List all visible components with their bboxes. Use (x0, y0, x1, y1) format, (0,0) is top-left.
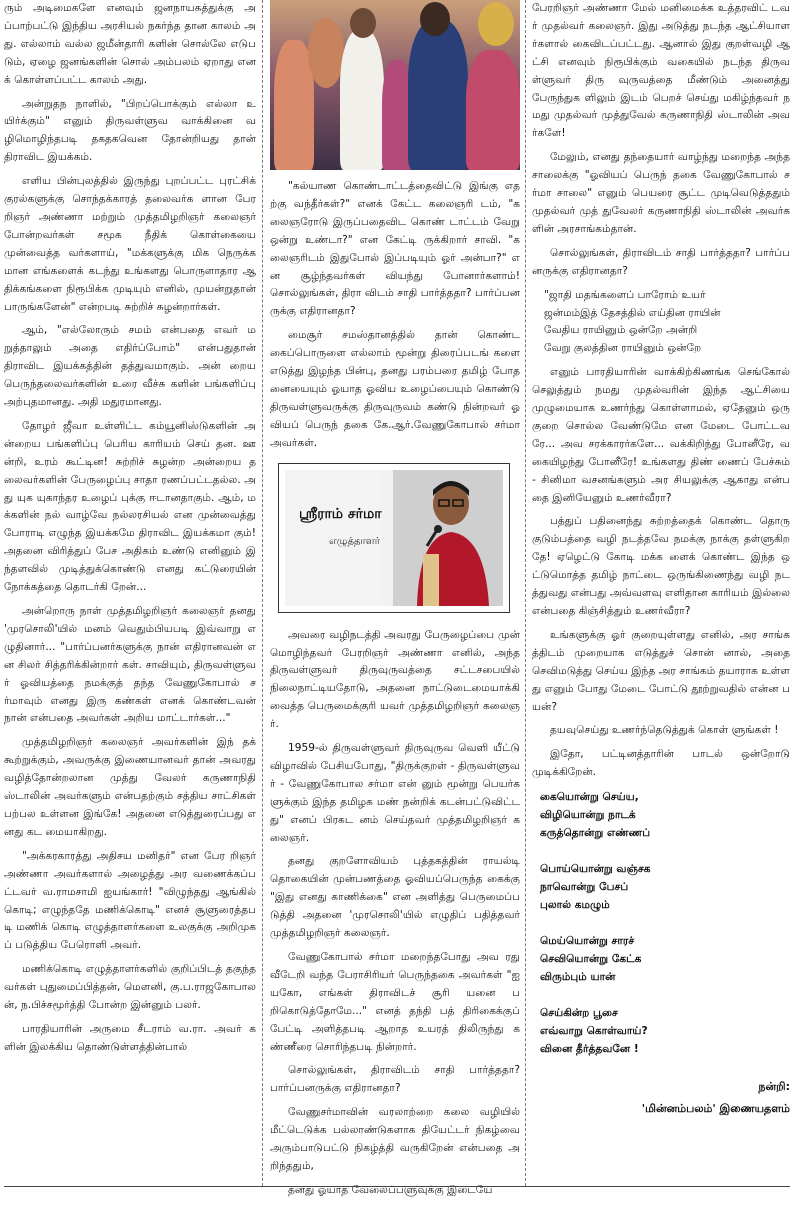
quote-line: "ஜாதி மதங்களைப் பாரோம் உயர் (544, 288, 706, 301)
article-paragraph: அன்றொரு நாள் முத்தமிழறிஞர் கலைஞர் தனது 'முரசொலி'யில் மனம் வெதும்பியபடி இவ்வாறு எழுதினார்... "பார்ப்பனர்களுக்கு நான் எதிரானவன் என சிலர் சித்தரிக்கின்றார் கள். சாவியும், திருவள்ளுவர் ஓவியத்தை நமக்குத் தந்த வேணுகோபால் சர்மாவும் எனது இரு கண்கள் எனக் கொண்டவன் நான் என்பதை அவர்கள் அறிய மாட்டார்கள்..." (4, 605, 256, 725)
poem-line: செய்கின்ற பூசை (540, 1007, 618, 1020)
article-paragraph: மணிக்கொடி எழுத்தாளர்களில் குறிப்பிடத் தகுந்தவர்கள் புதுமைப்பித்தன், மௌனி, கு.ப.ராஜகோபாலன், ந.பிச்சமூர்த்தி போன்ற இன்னும் பலர். (4, 963, 256, 1012)
poem-line: கையொன்று செய்ய, (540, 791, 639, 804)
poem-line: விரும்பும் யான் (540, 971, 616, 984)
author-photo-panel (285, 470, 503, 606)
author-role: எழுத்தாளர் (329, 535, 380, 547)
bottom-rule (4, 1186, 790, 1187)
poem-line: வினை தீர்த்தவனே ! (540, 1043, 639, 1056)
poem-line: புலால் கமழும் (540, 899, 610, 912)
poem-line: மெய்யொன்று சாரச் (540, 935, 635, 948)
column-1 (4, 0, 256, 1186)
article-paragraph: சொல்லுங்கள், திராவிடம் சாதி பார்த்ததா? பார்ப்பனருக்கு எதிரானதா? (532, 246, 790, 277)
poem-stanza (540, 860, 790, 914)
column-divider (262, 0, 263, 1186)
article-paragraph: தோழர் ஜீவா உள்ளிட்ட கம்யூனிஸ்டுகளின் அன்றைய பங்களிப்பு பெரிய காரியம் செய் தன. ஊன்றி, உரம் கூட்டின! சுற்றிச் சுழன்ற அன்றைய தலைவர்களின் பேருழைப்பு சாதா ரணப்பட்டதல்ல. அது யுக யுகாந்தர உழைப் புக்கு ஈடானதாகும். ஆம், மக்களின் நல் வாழ்வே நல்லரசியல் என முன்வைத்து போராடி எழுந்த இயக்கமே திராவிட இயக்கமா கும்! அதனை விரித்துப் பேச அதிகம் உண்டு எனினும் இந்தளவில் முடித்துக்கொண்டு எனது கட்டுரையின் நோக்கத்தை தொடர்கி றேன்... (4, 419, 256, 594)
poem-stanza (540, 932, 790, 986)
column-divider (525, 0, 526, 1186)
poem-line: கருத்தொன்று எண்ணப் (540, 827, 651, 840)
author-name: ஸ்ரீராம் சர்மா (299, 505, 382, 522)
author-box (278, 463, 510, 613)
article-paragraph: வேணுகோபால் சர்மா மறைந்தபோது அவ ரது வீடேறி வந்த பேராசிரியர் பெருந்தகை அவர்கள் "ஐயகோ, எங்கள் திராவிடச் சூரி யனை பறிகொடுத்தோமே..." எனத் தந்தி பத் திரிகைக்குப் பேட்டி அளித்தபடி ஆறாத உயரத் திலிருந்து கண்ணீரை சொரிந்தபடி நின்றார். (270, 951, 520, 1053)
article-paragraph: பாரதியாரின் அருமை சீடராம் வ.ரா. அவர் களின் இலக்கிய தொண்டுள்ளத்தின்பால் (4, 1022, 256, 1053)
article-paragraph: தயவுசெய்து உணர்ந்தெடுத்துக் கொள் ளுங்கள் ! (550, 724, 779, 737)
article-paragraph: அன்றுதந நாளில், "பிறப்பொக்கும் எல்லா உயிர்க்கும்" எனும் திருவள்ளுவ வாக்கினை வழிமொழிந்தபடி தகதகவென தோன்றியது தான் திராவிட இயக்கம். (4, 97, 256, 164)
article-paragraph: 1959-ல் திருவள்ளுவர் திருவுருவ வெளி யீட்டு விழாவில் பேசியபோது, "திருக்குறள் - திருவள்ளுவர் - வேணுகோபால சர்மா என் னும் மூன்று பெயர்களுக்கும் இந்த தமிழக மண் நன்றிக் கடன்பட்டுவிட்டது" எனப் பிரகட னம் செய்தவர் முத்தமிழறிஞர் கலைஞர். (270, 742, 520, 844)
poem-line: பொய்யொன்று வஞ்சக (540, 863, 651, 876)
poem-stanza (540, 788, 790, 842)
column-3 (532, 0, 790, 1186)
article-paragraph: சொல்லுங்கள், திராவிடம் சாதி பார்த்ததா? பார்ப்பனருக்கு எதிரானதா? (270, 1064, 520, 1095)
article-paragraph: ரும் அடிமைகளே எனவும் ஜனநாயகத்துக்கு அப்பாற்பட்டு இந்திய அரசியல் நகர்ந்த தான காலம் அது. எல்லாம் வல்ல ஜமீன்தாரி களின் சொல்லே எடுபடும், ஏழை ஜனங்களின் சொல் அம்பலம் ஏறாது எனக் கொள்ளப்பட்ட காலம் அது. (4, 2, 256, 86)
poem-line: செவியொன்று கேட்க (540, 953, 642, 966)
poem-line: விழியொன்று நாடக் (540, 809, 636, 822)
author-portrait (393, 470, 503, 606)
poem-line: எவ்வாறு கொள்வாய்? (540, 1025, 648, 1038)
article-paragraph: உங்களுக்கு ஓர் குறையுள்ளது எனில், அர சாங்கத்திடம் முறையாக எடுத்துச் சொன் னால், அதை செவிமடுத்து செய்ய இந்த அர சாங்கம் தயாராக உள்ளது எனும் போது மேடை போட்டு தூற்றுவதில் என்ன பயன்? (532, 628, 790, 713)
article-paragraph: வேணுசர்மாவின் வரலாற்றை கலை வழியில் மீட்டெடுக்க பல்லாண்டுகளாக தியேட்டர் நிகழ்வை அரும்பாடுபட்டு நிகழ்த்தி வருகிறேன் என்பதை அறிந்ததும், (270, 1106, 520, 1172)
source-credit: 'மின்னம்பலம்' இணையதளம் (641, 1102, 790, 1116)
column-2 (270, 0, 520, 1196)
photo-caption: "கல்யாண கொண்டாட்டத்தைவிட்டு இங்கு எதற்கு வந்தீர்கள்?" எனக் கேட்ட கலைஞரி டம், "கலைஞரோடு இருப்பதைவிட கொண் டாட்டம் வேறு ஒன்று உண்டா?" என கேட்டி ருக்கிறார் சாவி. "கலைஞரிடம் இதுபோல் இப்படியும் ஓர் அன்பா?" என சூழ்ந்தவர்கள் வியந்து போனார்களாம்! சொல்லுங்கள், திரா விடம் சாதி பார்த்ததா? பார்ப்பனருக்கு எதிரானதா? (270, 180, 520, 318)
article-paragraph: முத்தமிழறிஞர் கலைஞர் அவர்களின் இந் தக் கூற்றுக்கும், அவருக்கு இணையானவர் தான் அவரது வழித்தோன்றலான முத்து வேலர் கருணாநிதி ஸ்டாலின் அவர்களும் என்பதற்கும் சத்திய சாட்சிகள் பற்பல உள்ளன இங்கே! அதனை எடுத்துரைப்பது எனது கட மையாகிறது. (4, 736, 256, 838)
thanks-label: நன்றி: (758, 1080, 790, 1094)
article-paragraph: பேரறிஞர் அண்ணா மேல் மனிமைக்க உத்தரவிட் டவர் முதல்வர் கலைஞர். இது அடுத்து நடந்த ஆட்சியாளர்களால் கைவிடப்பட்டது. ஆனால் இது குறள்வழி ஆட்சி எனவும் நிரூபிக்கும் வகையில் நடந்த திருவள்ளுவர் திரு வுருவத்தை மீண்டும் அனைத்து பேருந்துக ளிலும் இடம் பெறச் செய்து மகிழ்ந்தவர் நமது முதல்வர் முத்துவேல் கருணாநிதி ஸ்டாலின் அவர்களே! (532, 2, 790, 140)
article-paragraph: ஆம், "எல்லோரும் சமம் என்பதை எவர் மறுத்தாலும் அதை எதிர்ப்போம்" என்பதுதான் திராவிட இயக்கத்தின் தத்துவமாகும். அன் றைய பெருந்தலைவர்களின் உரை வீச்சு களின் பங்களிப்பு அற்புதமானது. அதி மதுரமானது. (4, 324, 256, 409)
article-paragraph: எளிய பின்புலத்தில் இருந்து புறப்பட்ட புரட்சிக் குரல்களுக்கு சொந்தக்காரத் தலைவர்க ளான பேரறிஞர் அண்ணா மற்றும் முத்தமிழறிஞர் கலைஞர் போன்றவர்கள் சமூக நீதிக் கொள்கையை முன்வைத்த வர்களாய், "மக்களுக்கு மிக நெருக்கமான எங்களைக் கடந்து உங்களது பொருளாதார ஆதிக்கங்களை நிரூபிக்க முடியும் எனில், முயன்றுதான் பாருங்களேன்" என்றபடி சுற்றிச் சுழன்றார்கள். (4, 175, 256, 313)
bharathi-quote (544, 287, 790, 359)
article-paragraph: தனது ஓயாத வேலைப்பளுவுக்கு இடையே (288, 1183, 493, 1196)
article-paragraph: "அக்கரகாரத்து அதிசய மனிதர்" என பேர றிஞர் அண்ணா அவர்களால் அழைத்து அர வணைக்கப்பட்டவர் வ.ராமசாமி ஐயங்கார்! "விழுந்தது ஆங்கில் கொடி; எழுந்ததே மணிக்கொடி" எனச் சூளுரைத்தபடி மணிக் கொடி எழுத்தாளர்களை உலகுக்கு அறிமுகப் படுத்திய பேரொளி அவர். (4, 849, 256, 952)
quote-line: ஜன்மம்இத் தேசத்தில் எய்தின ராயின் (544, 306, 721, 319)
event-photo (270, 0, 520, 170)
quote-line: வேதிய ராயினும் ஒன்றே அன்றி (544, 324, 698, 337)
article-paragraph: மைசூர் சமஸ்தானத்தில் தான் கொண்ட கைப்பொருளை எல்லாம் மூன்று திரைப்படங் களை எடுத்து இழந்த பின்பு, தனது பரம்பரை தமிழ் போதனையையும் ஓயாத ஓவிய உழைப்பையும் கொண்டு திருவள்ளுவருக்கு திருவுருவம் கண்டு நின்றவர் ஓவியப் பெருந் தகை கே.ஆர்.வேணுகோபால் சர்மா அவர்கள். (270, 329, 520, 449)
article-paragraph: தனது குறளோவியம் புத்தகத்தின் ராயல்டி தொகையின் முன்பணத்தை ஓவியப்பெருந்த கைக்கு "இது எனது காணிக்கை" என அளித்து பெருமைப்படுத்தி அதனை 'முரசொலி'யில் எழுதிப் பதித்தவர் முத்தமிழறிஞர் கலைஞர். (270, 855, 520, 940)
article-paragraph: எனும் பாரதியாரின் வாக்கிற்கிணங்க செங்கோல் செலுத்தும் நமது முதல்வரின் இந்த ஆட்சியை முழுமையாக உணர்ந்து கொள்ளாமல், ஏதேனும் ஒரு குறை சொல்ல வேண்டுமே என மேடை போட்டவரே... அவ சரக்காரர்களே... வக்கிறிந்து போனீரே, வகையிழந்து போனீரே! உங்களது திண் ணைப் பேச்சும் - சினிமா வசனங்களும் அர சியலுக்கு ஆகாது என்பதை இனியேனும் உணர்வீரா? (532, 366, 790, 504)
article-paragraph: மேலும், எனது தந்தையார் வாழ்ந்து மறைந்த அந்த சாலைக்கு "ஓவியப் பெருந் தகை வேணுகோபால் சர்மா சாலை" எனும் பெயரை சூட்ட முடிவெடுத்ததும் முதல்வர் முத் துவேலர் கருணாநிதி ஸ்டாலின் அவர்களின் அரசாங்கம்தான். (532, 151, 790, 235)
article-paragraph: இதோ, பட்டினத்தாரின் பாடல் ஒன்றோடு முடிக்கிறேன். (532, 748, 790, 779)
poem-line: நாவொன்று பேசப் (540, 881, 629, 894)
newspaper-page (4, 0, 796, 1230)
article-paragraph: அவரை வழிநடத்தி அவரது பேருழைப்பை முன் மொழிந்தவர் பேரறிஞர் அண்ணா எனில், அந்த திருவள்ளுவர் திருவுருவத்தை சட்டசபையில் நிலைநாட்டியதோடு, அதனை நாட்டுடைமையாக்கி வைத்த பெருமைக்குரி யவர் முத்தமிழறிஞர் கலைஞர். (270, 628, 520, 731)
article-paragraph: பத்துப் பதினைந்து சுற்றத்தைக் கொண்ட தொரு குடும்பத்தை வழி நடத்தவே நமக்கு நாக்கு தள்ளுகிறதே! ஏழெட்டு கோடி மக்க ளைக் கொண்ட இந்த ஒட்டுமொத்த தமிழ் நாட்டை ஒருங்கிணைந்து வழி நடத்துவது என்பது அவ்வளவு எளிதான காரியம் இல்லை என்பதை கிஞ்சித்தும் உணர்வீரா? (532, 515, 790, 617)
quote-line: வேறு குலத்தின ராயினும் ஒன்றே (544, 342, 702, 355)
poem-stanza (540, 1004, 790, 1058)
